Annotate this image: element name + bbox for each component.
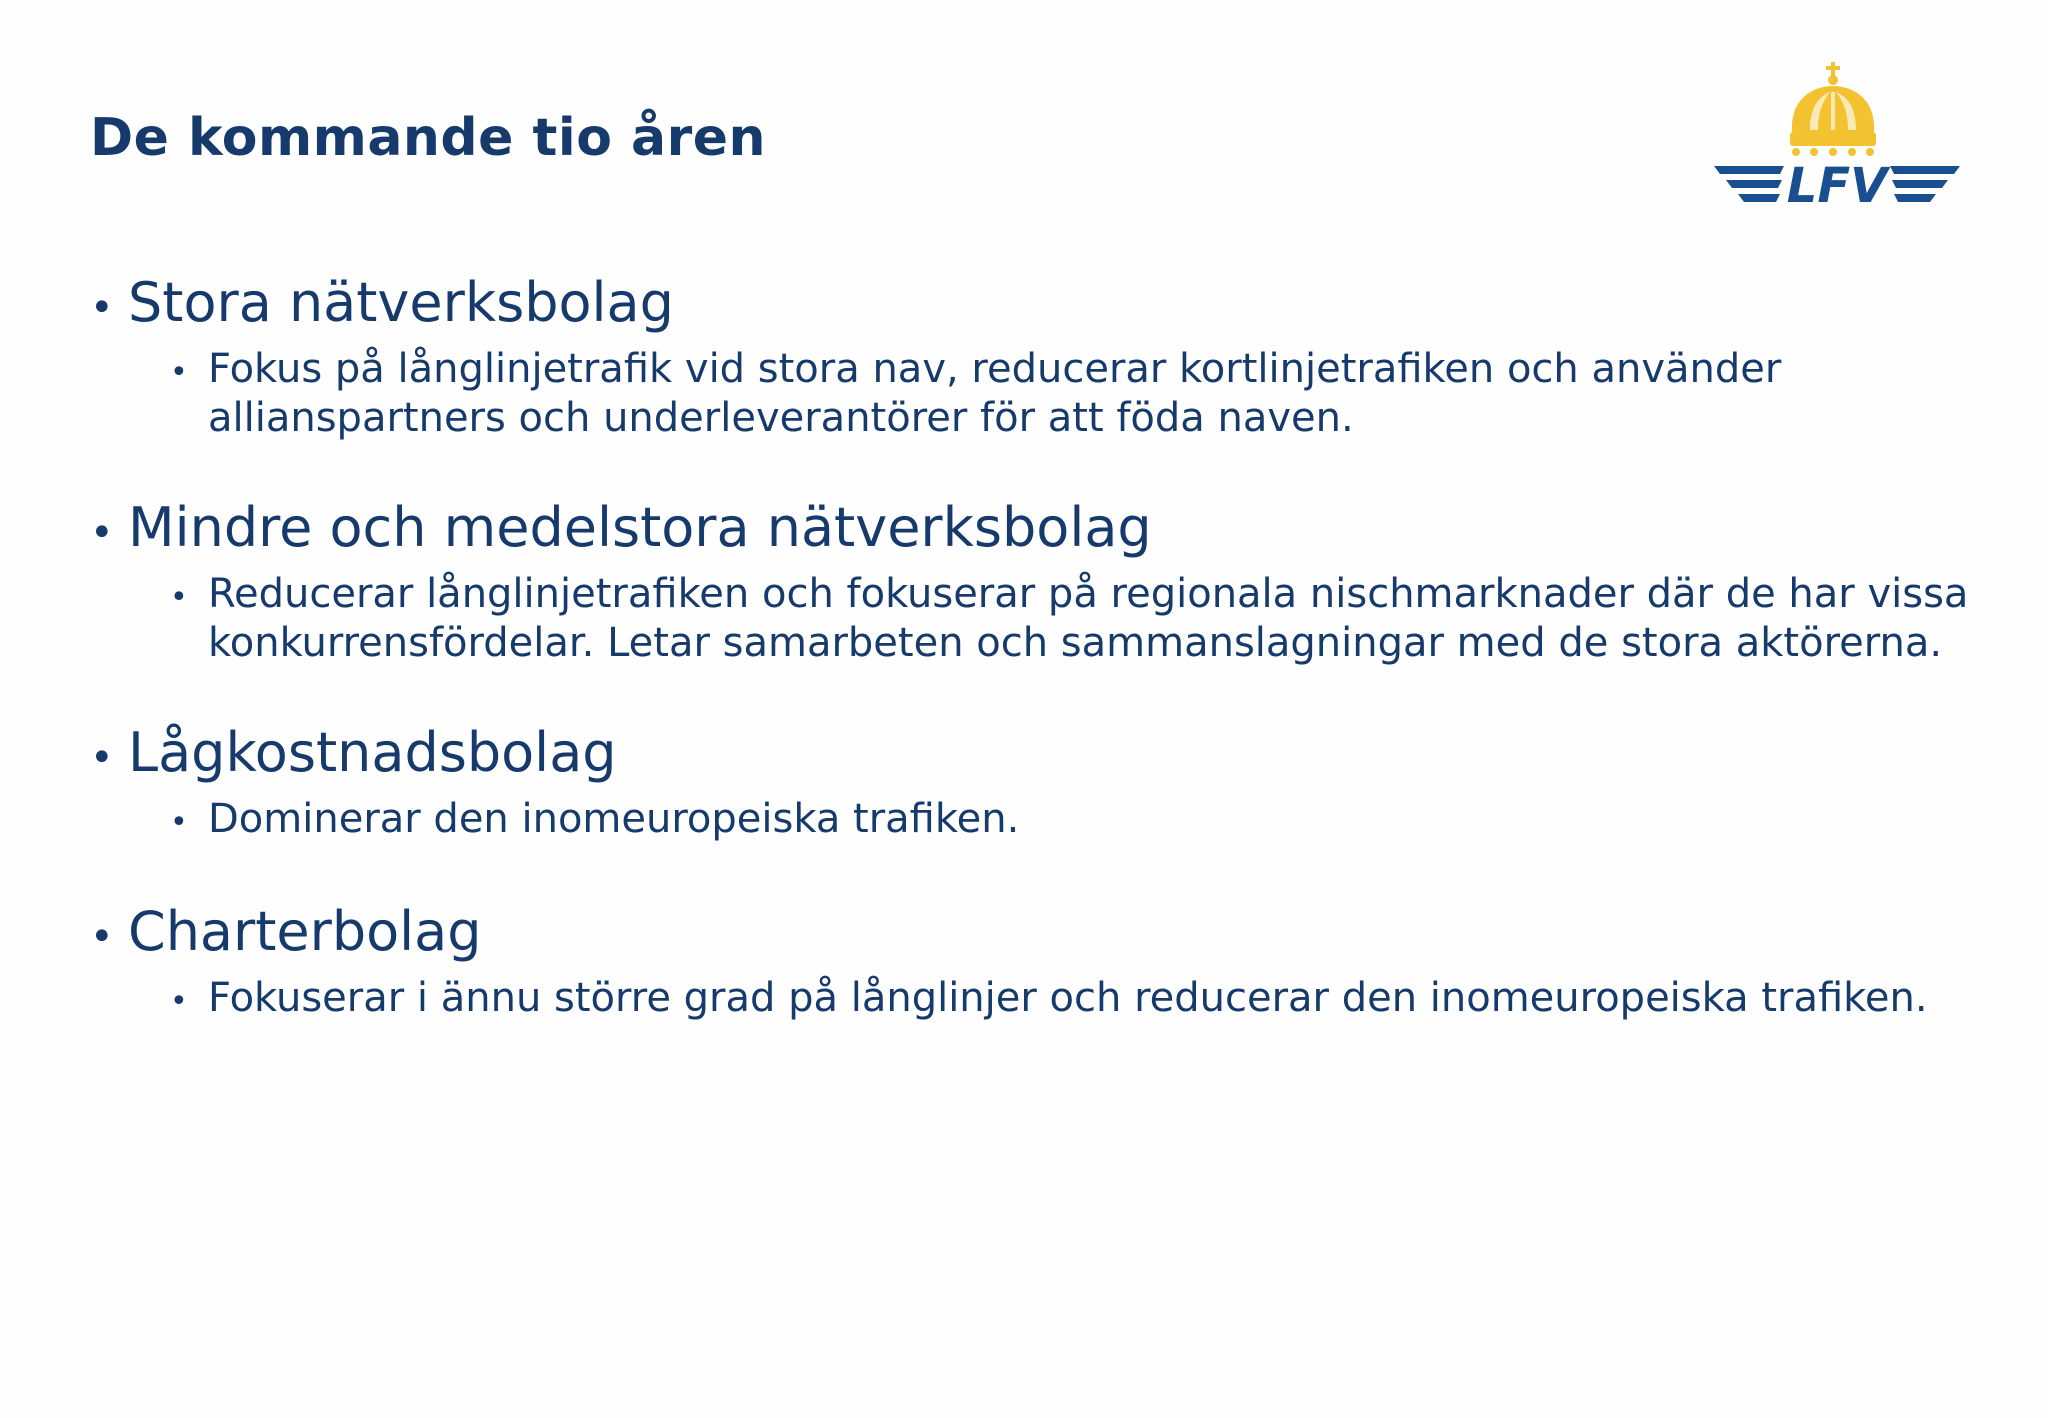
logo-text: LFV	[1786, 158, 1888, 206]
lfv-logo	[1712, 56, 1962, 206]
list-item	[90, 270, 1990, 443]
bullet-icon: •	[170, 355, 188, 390]
bullet-heading: Lågkostnadsbolag	[128, 721, 617, 784]
bullet-icon: •	[90, 510, 114, 556]
bullet-subtext: Dominerar den inomeuropeiska trafiken.	[208, 796, 1020, 842]
bullet-level1	[90, 899, 1990, 970]
crown-icon	[1712, 56, 1962, 206]
bullet-level2	[170, 345, 1990, 443]
bullet-subtext: Fokuserar i ännu större grad på långlinjer och reducerar den inomeuropeiska trafiken.	[208, 975, 1928, 1021]
bullet-list	[90, 270, 1990, 1078]
bullet-icon: •	[170, 805, 188, 840]
bullet-heading: Mindre och medelstora nätverksbolag	[128, 496, 1152, 559]
bullet-icon: •	[90, 914, 114, 960]
bullet-icon: •	[170, 984, 188, 1019]
bullet-icon: •	[90, 285, 114, 331]
bullet-subtext: Reducerar långlinjetrafiken och fokuserar på regionala nischmarknader där de har vissa konkurrensfördelar. Letar samarbeten och sammanslagningar med de stora aktörerna.	[208, 571, 1969, 666]
list-item	[90, 495, 1990, 668]
bullet-level1	[90, 270, 1990, 341]
list-item	[90, 720, 1990, 847]
bullet-subtext: Fokus på långlinjetrafik vid stora nav, reducerar kortlinjetrafiken och använder allianspartners och underleverantörer för att föda naven.	[208, 346, 1782, 441]
bullet-heading: Stora nätverksbolag	[128, 271, 674, 334]
bullet-level2	[170, 795, 1990, 847]
bullet-level1	[90, 720, 1990, 791]
bullet-level1	[90, 495, 1990, 566]
bullet-level2	[170, 974, 1990, 1026]
bullet-level2	[170, 570, 1990, 668]
bullet-heading: Charterbolag	[128, 900, 482, 963]
bullet-icon: •	[90, 735, 114, 781]
slide-title: De kommande tio åren	[90, 108, 767, 168]
bullet-icon: •	[170, 580, 188, 615]
list-item	[90, 899, 1990, 1026]
